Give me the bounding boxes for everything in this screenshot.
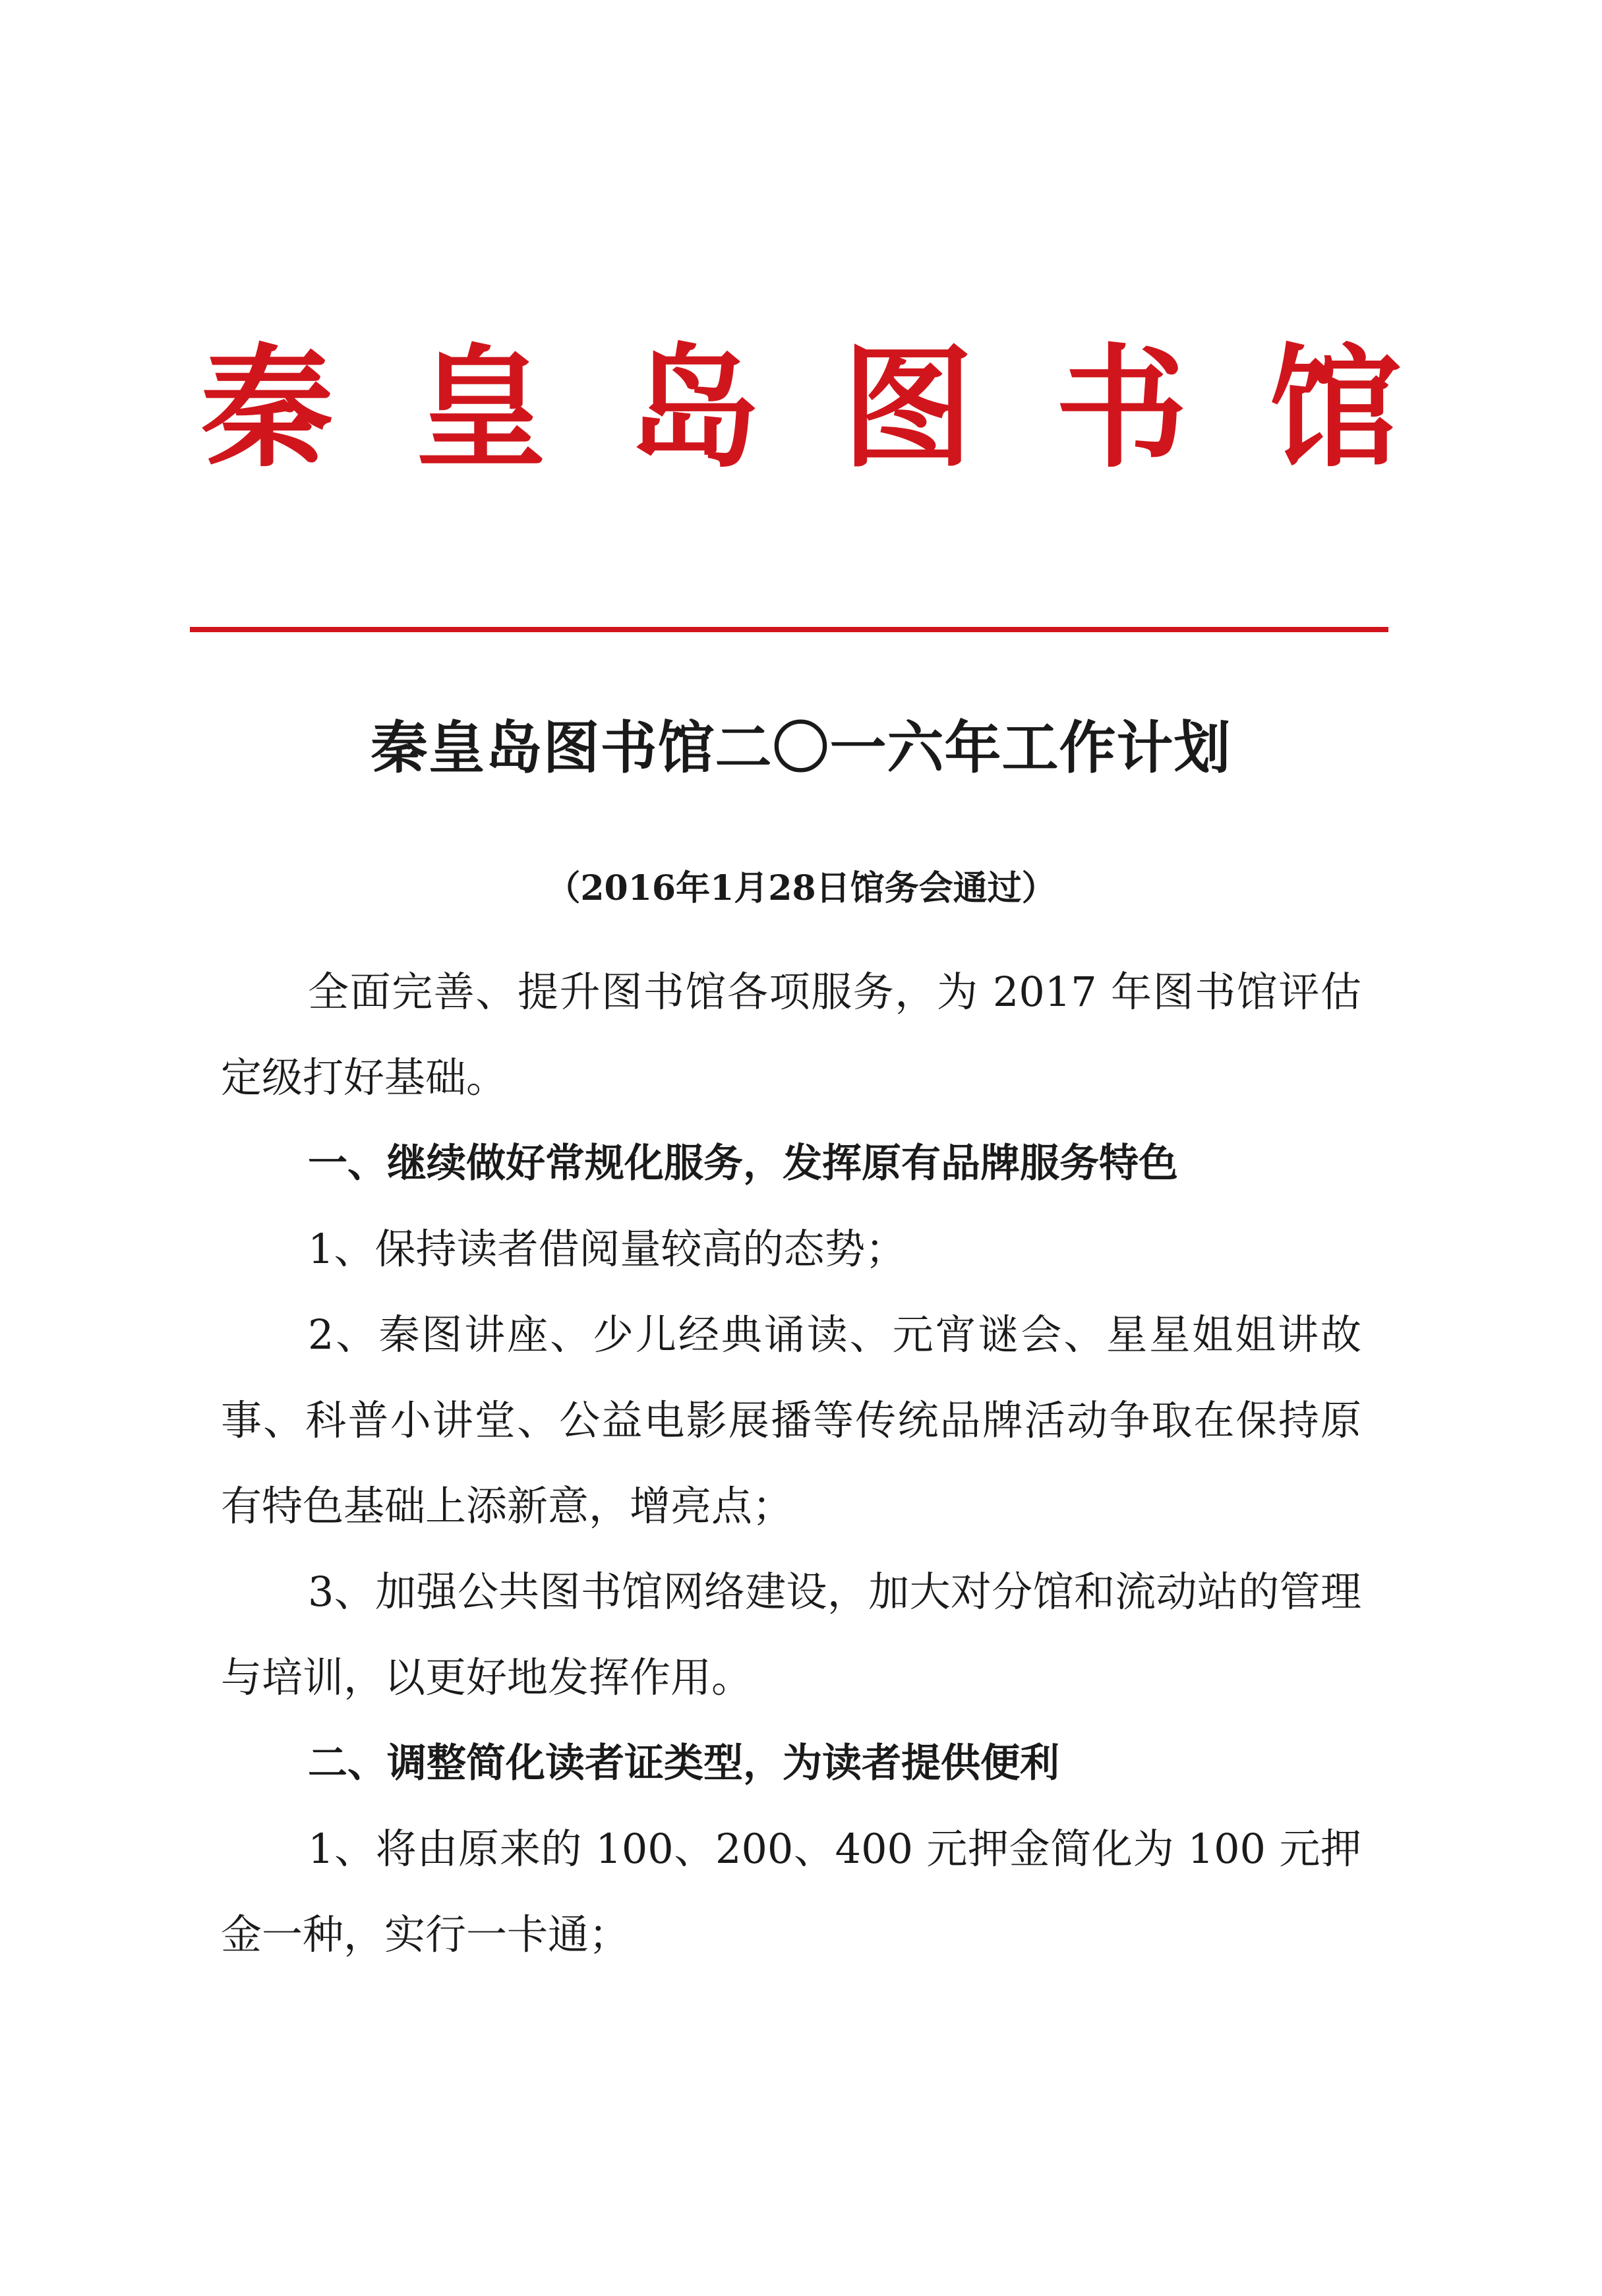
intro-paragraph: 全面完善、提升图书馆各项服务，为 2017 年图书馆评估定级打好基础。 [221, 968, 1361, 1102]
letterhead-char: 图 [841, 331, 974, 486]
letterhead-char: 秦 [200, 331, 333, 486]
list-item: 3、加强公共图书馆网络建设，加大对分馆和流动站的管理与培训，以更好地发挥作用。 [221, 1568, 1361, 1701]
list-item: 1、将由原来的 100、200、400 元押金简化为 100 元押金一种，实行一卡通； [221, 1825, 1361, 1958]
document-body [221, 949, 1361, 1978]
letterhead-char: 岛 [628, 331, 760, 486]
letterhead-char: 书 [1055, 331, 1187, 486]
approval-note: （2016年1月28日馆务会通过） [546, 868, 1056, 908]
letterhead-char: 馆 [1268, 331, 1401, 486]
letterhead-title [191, 330, 1411, 488]
section-heading-2: 二、调整简化读者证类型，为读者提供便利 [308, 1740, 1059, 1786]
letterhead-char: 皇 [414, 331, 547, 486]
list-item: 1、保持读者借阅量较高的态势； [308, 1225, 906, 1273]
document-title: 秦皇岛图书馆二〇一六年工作计划 [371, 715, 1231, 781]
letterhead-red-divider [190, 627, 1388, 632]
list-item: 2、秦图讲座、少儿经典诵读、元宵谜会、星星姐姐讲故事、科普小讲堂、公益电影展播等传统品牌活动争取在保持原有特色基础上添新意，增亮点； [221, 1310, 1361, 1530]
section-heading-1: 一、继续做好常规化服务，发挥原有品牌服务特色 [308, 1140, 1178, 1187]
